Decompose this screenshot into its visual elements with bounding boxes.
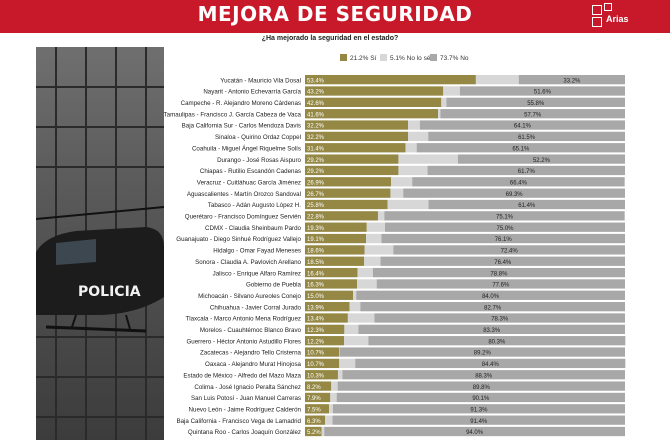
category-label: Nayarit - Antonio Echevarría García [203, 88, 301, 96]
bar-segment-no-se [364, 257, 380, 266]
category-label: Tabasco - Adán Augusto López H. [207, 202, 301, 210]
bar-segment-no-se [366, 234, 381, 243]
category-label: Hidalgo - Omar Fayad Meneses [213, 247, 301, 255]
data-label-si: 26.7% [307, 191, 325, 198]
category-label: Tamaulipas - Francisco J. García Cabeza de Vaca [163, 111, 301, 119]
bar-segment-no-se [390, 189, 403, 198]
data-label-no: 51.6% [533, 89, 551, 96]
bar-segment-no-se [367, 223, 385, 232]
data-label-no: 84.0% [482, 293, 500, 300]
bar-segment-no-se [339, 359, 355, 368]
data-label-no: 89.2% [473, 350, 491, 357]
bar-segment-no-se [322, 427, 325, 436]
bar-segment-no-se [408, 132, 428, 141]
category-label: Querétaro - Francisco Domínguez Servién [184, 213, 301, 221]
category-label: Veracruz - Cuitláhuac García Jiménez [196, 179, 301, 187]
bar-segment-no-se [388, 200, 429, 209]
bar-segment-no-se [408, 120, 420, 129]
category-label: Sinaloa - Quirino Ordaz Coppel [215, 134, 301, 142]
category-label: Nuevo León - Jaime Rodríguez Calderón [188, 406, 301, 414]
category-label: Colima - José Ignacio Peralta Sánchez [194, 383, 301, 391]
category-label: Jalisco - Enrique Alfaro Ramírez [212, 270, 301, 278]
data-label-si: 8.2% [307, 384, 321, 391]
category-label: Sonora - Claudia A. Pavlovich Arellano [195, 258, 301, 266]
category-label: Chiapas - Rutilio Escandón Cadenas [199, 168, 301, 176]
data-label-no: 89.8% [472, 384, 490, 391]
bar-segment-no-se [398, 154, 458, 163]
bar-segment-no-se [325, 416, 332, 425]
data-label-si: 22.8% [307, 214, 325, 221]
data-label-no: 65.1% [512, 146, 530, 153]
data-label-si: 13.9% [307, 305, 325, 312]
bar-segment-no-se [329, 404, 333, 413]
category-label: Baja California - Francisco Vega de Lamadrid [176, 417, 301, 425]
data-label-no: 91.4% [470, 418, 488, 425]
data-label-no: 94.0% [466, 430, 484, 437]
bar-segment-no-se [348, 313, 375, 322]
data-label-no: 84.4% [481, 362, 499, 369]
data-label-si: 31.4% [307, 146, 325, 153]
data-label-no: 64.1% [513, 123, 531, 130]
bar-segment-no-se [344, 325, 358, 334]
legend-label-no-se: 5.1% No lo sé [390, 55, 431, 62]
data-label-no: 75.0% [496, 225, 514, 232]
data-label-no: 80.3% [488, 339, 506, 346]
page-title: MEJORA DE SEGURIDAD [197, 2, 473, 26]
category-label: Estado de México - Alfredo del Mazo Maza [183, 372, 301, 380]
data-label-no: 52.2% [532, 157, 550, 164]
data-label-si: 19.3% [307, 225, 325, 232]
data-label-si: 18.5% [307, 259, 325, 266]
category-label: Guanajuato - Diego Sinhué Rodríguez Vallejo [176, 236, 301, 244]
bar-segment-no-se [357, 268, 372, 277]
category-label: Morelos - Cuauhtémoc Blanco Bravo [199, 327, 301, 334]
bar-segment-no-se [441, 98, 446, 107]
legend-label-no: 73.7% No [440, 55, 469, 62]
bar-segment-no-se [349, 302, 360, 311]
category-label: Quintana Roo - Carlos Joaquín González [187, 429, 301, 437]
category-label: CDMX - Claudia Sheinbaum Pardo [205, 224, 301, 232]
chart-subtitle: ¿Ha mejorado la seguridad en el estado? [261, 35, 399, 42]
bar-segment-si [305, 75, 476, 84]
bar-segment-no-se [353, 291, 356, 300]
bar-segment-no-se [443, 86, 460, 95]
data-label-si: 12.2% [307, 339, 325, 346]
data-label-si: 29.2% [307, 157, 325, 164]
data-label-si: 16.4% [307, 271, 325, 278]
data-label-no: 82.7% [484, 305, 502, 312]
bar-segment-no-se [438, 109, 440, 118]
data-label-no: 78.8% [490, 271, 508, 278]
data-label-no: 66.4% [509, 180, 527, 187]
category-label: Gobierno de Puebla [245, 281, 301, 289]
bar-segment-si [305, 98, 441, 107]
data-label-no: 69.3% [505, 191, 523, 198]
data-label-no: 57.7% [524, 112, 542, 119]
category-label: Tlaxcala - Marco Antonio Mena Rodríguez [185, 315, 301, 323]
bar-segment-si [305, 86, 443, 95]
data-label-si: 6.3% [307, 418, 321, 425]
data-label-no: 76.1% [494, 237, 512, 244]
data-label-si: 25.8% [307, 203, 325, 210]
bar-segment-no-se [338, 370, 342, 379]
data-label-no: 91.3% [470, 407, 488, 414]
data-label-no: 76.4% [494, 259, 512, 266]
data-label-no: 88.3% [475, 373, 493, 380]
data-label-si: 10.7% [307, 350, 325, 357]
category-label: Michoacán - Silvano Aureoles Conejo [198, 292, 301, 300]
legend-label-si: 21.2% Sí [350, 55, 377, 62]
data-label-no: 55.8% [527, 101, 545, 107]
category-label: Baja California Sur - Carlos Mendoza Davis [181, 122, 301, 130]
bar-segment-no-se [398, 166, 427, 175]
bar-segment-no-se [476, 75, 519, 84]
bar-segment-no-se [344, 336, 368, 345]
bar-segment-si [305, 109, 438, 118]
category-label: Chihuahua - Javier Corral Jurado [209, 304, 301, 312]
data-label-no: 72.4% [500, 248, 518, 255]
category-label: Oaxaca - Alejandro Murat Hinojosa [205, 361, 301, 369]
data-label-si: 7.5% [307, 407, 321, 414]
data-label-si: 19.1% [307, 237, 325, 244]
data-label-no: 78.3% [491, 316, 509, 323]
data-label-si: 10.7% [307, 362, 325, 369]
data-label-no: 75.1% [496, 214, 514, 221]
data-label-no: 77.6% [492, 282, 510, 289]
data-label-si: 15.0% [307, 293, 325, 300]
bar-segment-no-se [378, 211, 384, 220]
bar-segment-no-se [405, 143, 416, 152]
data-label-no: 61.7% [517, 169, 535, 176]
bar-segment-no-se [357, 279, 377, 288]
bar-segment-no-se [330, 393, 336, 402]
category-label: Campeche - R. Alejandro Moreno Cárdenas [180, 100, 301, 107]
data-label-si: 41.6% [307, 112, 325, 119]
data-label-si: 10.3% [307, 373, 325, 380]
bar-segment-no-se [331, 381, 337, 390]
data-label-si: 16.3% [307, 282, 325, 289]
data-label-si: 12.3% [307, 328, 325, 334]
category-label: Aguascalientes - Martín Orozco Sandoval [186, 190, 301, 198]
category-label: Yucatán - Mauricio Vila Dosal [220, 77, 301, 85]
data-label-si: 42.6% [307, 101, 325, 107]
data-label-si: 32.2% [307, 135, 325, 142]
brand-name: Arias [606, 14, 629, 24]
category-label: Coahuila - Miguel Ángel Riquelme Solís [191, 145, 301, 153]
data-label-si: 18.6% [307, 248, 325, 255]
data-label-si: 32.2% [307, 123, 325, 130]
data-label-si: 13.4% [307, 316, 325, 323]
data-label-si: 43.2% [307, 89, 325, 96]
data-label-si: 29.2% [307, 169, 325, 176]
data-label-no: 90.1% [472, 396, 490, 403]
category-label: Guerrero - Héctor Antonio Astudillo Flores [186, 338, 301, 346]
data-label-si: 7.9% [307, 396, 321, 403]
data-label-no: 61.5% [518, 135, 536, 142]
data-label-no: 33.2% [563, 78, 581, 85]
police-text: POLICIA [78, 284, 141, 300]
data-label-si: 53.4% [307, 78, 325, 85]
data-label-si: 5.2% [307, 430, 321, 437]
category-label: Durango - José Rosas Aispuro [217, 156, 301, 164]
data-label-no: 61.4% [518, 203, 536, 210]
category-label: Zacatecas - Alejandro Tello Cristerna [200, 349, 301, 357]
category-label: San Luis Potosí - Juan Manuel Carreras [190, 395, 301, 403]
bar-segment-no-se [365, 245, 394, 254]
data-label-no: 83.3% [483, 328, 501, 334]
bar-segment-no-se [391, 177, 412, 186]
data-label-si: 26.9% [307, 180, 325, 187]
